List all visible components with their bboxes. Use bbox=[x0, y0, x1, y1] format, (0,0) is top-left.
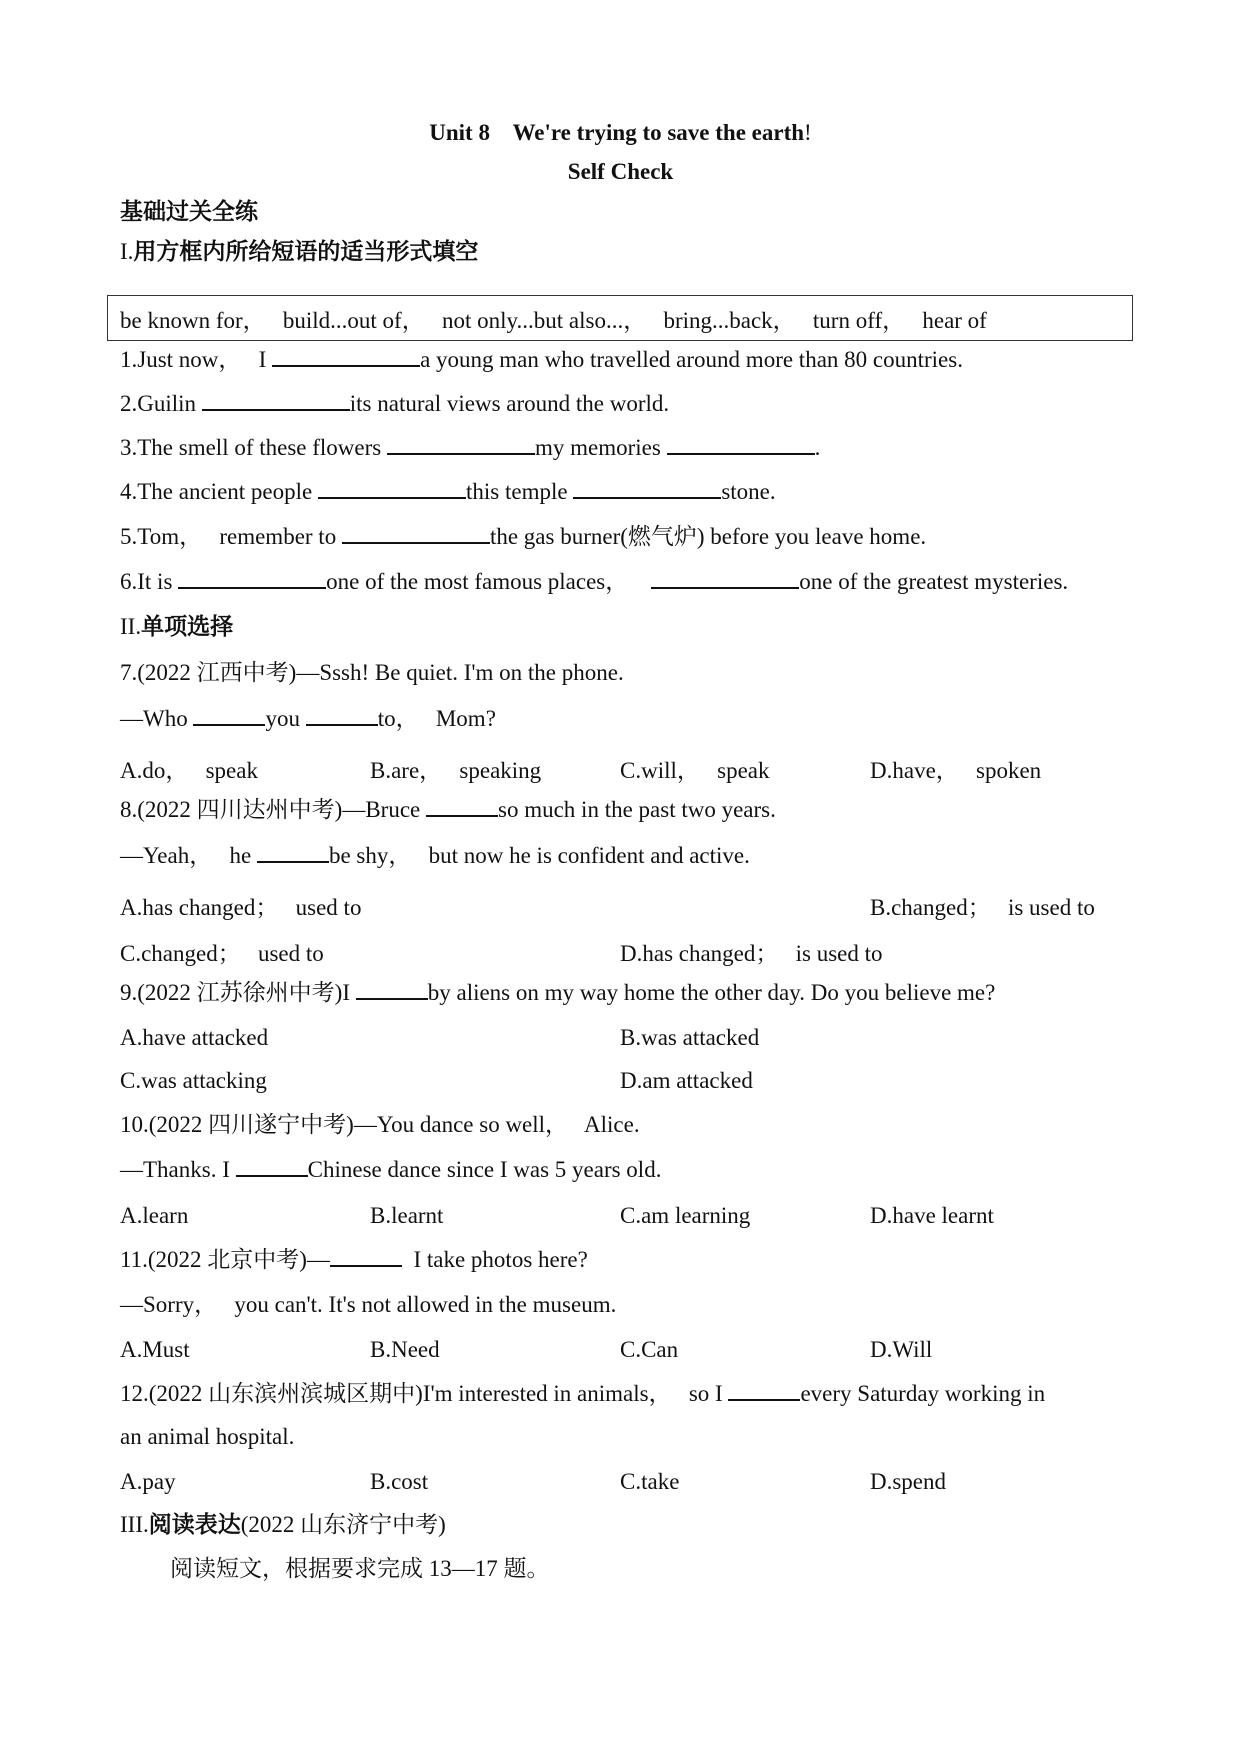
option-b[interactable]: B.changed； is used to bbox=[870, 895, 1095, 920]
question-7-line2: —Who you to， Mom? bbox=[120, 706, 496, 731]
question-11-stem: 11.(2022 北京中考)— I take photos here? bbox=[120, 1247, 588, 1272]
answer-blank[interactable] bbox=[272, 364, 420, 367]
option-c[interactable]: C.take bbox=[620, 1469, 680, 1494]
question-12-stem: 12.(2022 山东滨州滨城区期中)I'm interested in animals， so I every Saturday working in bbox=[120, 1381, 1046, 1406]
answer-blank[interactable] bbox=[318, 496, 466, 499]
option-d[interactable]: D.am attacked bbox=[620, 1068, 753, 1093]
question-2: 2.Guilin its natural views around the world. bbox=[120, 391, 670, 416]
option-c[interactable]: C.Can bbox=[620, 1337, 679, 1362]
answer-blank[interactable] bbox=[387, 452, 535, 455]
answer-blank[interactable] bbox=[306, 723, 378, 726]
answer-blank[interactable] bbox=[330, 1264, 402, 1267]
part1-heading: I.用方框内所给短语的适当形式填空 bbox=[120, 239, 479, 264]
answer-blank[interactable] bbox=[257, 860, 329, 863]
option-d[interactable]: D.spend bbox=[870, 1469, 947, 1494]
question-8-stem: 8.(2022 四川达州中考)—Bruce so much in the past two years. bbox=[120, 797, 776, 822]
question-7-stem: 7.(2022 江西中考)—Sssh! Be quiet. I'm on the phone. bbox=[120, 660, 624, 685]
question-4: 4.The ancient people this temple stone. bbox=[120, 479, 776, 504]
option-a[interactable]: A.pay bbox=[120, 1469, 176, 1494]
option-d[interactable]: D.has changed； is used to bbox=[620, 941, 883, 966]
answer-blank[interactable] bbox=[651, 586, 799, 589]
option-a[interactable]: A.do， speak bbox=[120, 758, 258, 783]
option-c[interactable]: C.was attacking bbox=[120, 1068, 267, 1093]
answer-blank[interactable] bbox=[202, 408, 350, 411]
option-d[interactable]: D.have learnt bbox=[870, 1203, 994, 1228]
option-b[interactable]: B.was attacked bbox=[620, 1025, 760, 1050]
option-b[interactable]: B.cost bbox=[370, 1469, 429, 1494]
answer-blank[interactable] bbox=[667, 452, 815, 455]
question-10-stem: 10.(2022 四川遂宁中考)—You dance so well， Alice. bbox=[120, 1112, 640, 1137]
option-c[interactable]: C.changed； used to bbox=[120, 941, 324, 966]
phrase-box-text: be known for， build...out of， not only...but also...， bring...back， turn off， hear of bbox=[120, 308, 987, 333]
question-3: 3.The smell of these flowers my memories . bbox=[120, 435, 821, 460]
option-a[interactable]: A.has changed； used to bbox=[120, 895, 362, 920]
option-d[interactable]: D.have， spoken bbox=[870, 758, 1042, 783]
answer-blank[interactable] bbox=[728, 1398, 800, 1401]
option-c[interactable]: C.am learning bbox=[620, 1203, 751, 1228]
answer-blank[interactable] bbox=[342, 541, 490, 544]
option-c[interactable]: C.will， speak bbox=[620, 758, 770, 783]
question-8-line2: —Yeah， he be shy， but now he is confident and active. bbox=[120, 843, 750, 868]
answer-blank[interactable] bbox=[426, 814, 498, 817]
part3-heading: III.阅读表达(2022 山东济宁中考) bbox=[120, 1512, 446, 1537]
question-12-line2: an animal hospital. bbox=[120, 1424, 295, 1449]
option-d[interactable]: D.Will bbox=[870, 1337, 933, 1362]
subtitle: Self Check bbox=[567, 159, 674, 184]
question-1: 1.Just now， I a young man who travelled around more than 80 countries. bbox=[120, 347, 963, 372]
unit-title: Unit 8 We're trying to save the earth! bbox=[429, 120, 812, 145]
option-a[interactable]: A.Must bbox=[120, 1337, 190, 1362]
section-basic-heading: 基础过关全练 bbox=[120, 199, 258, 224]
option-b[interactable]: B.are， speaking bbox=[370, 758, 542, 783]
question-11-line2: —Sorry， you can't. It's not allowed in the museum. bbox=[120, 1292, 617, 1317]
question-6: 6.It is one of the most famous places， one of the greatest mysteries. bbox=[120, 569, 1069, 594]
question-9-stem: 9.(2022 江苏徐州中考)I by aliens on my way home the other day. Do you believe me? bbox=[120, 980, 996, 1005]
answer-blank[interactable] bbox=[356, 997, 428, 1000]
option-a[interactable]: A.have attacked bbox=[120, 1025, 269, 1050]
answer-blank[interactable] bbox=[236, 1174, 308, 1177]
answer-blank[interactable] bbox=[178, 586, 326, 589]
option-a[interactable]: A.learn bbox=[120, 1203, 189, 1228]
question-10-line2: —Thanks. I Chinese dance since I was 5 years old. bbox=[120, 1157, 662, 1182]
option-b[interactable]: B.Need bbox=[370, 1337, 440, 1362]
option-b[interactable]: B.learnt bbox=[370, 1203, 444, 1228]
answer-blank[interactable] bbox=[573, 496, 721, 499]
answer-blank[interactable] bbox=[193, 723, 265, 726]
part3-instruction: 阅读短文，根据要求完成 13—17 题。 bbox=[170, 1556, 550, 1581]
question-5: 5.Tom， remember to the gas burner(燃气炉) before you leave home. bbox=[120, 524, 927, 549]
part2-heading: II.单项选择 bbox=[120, 614, 234, 639]
